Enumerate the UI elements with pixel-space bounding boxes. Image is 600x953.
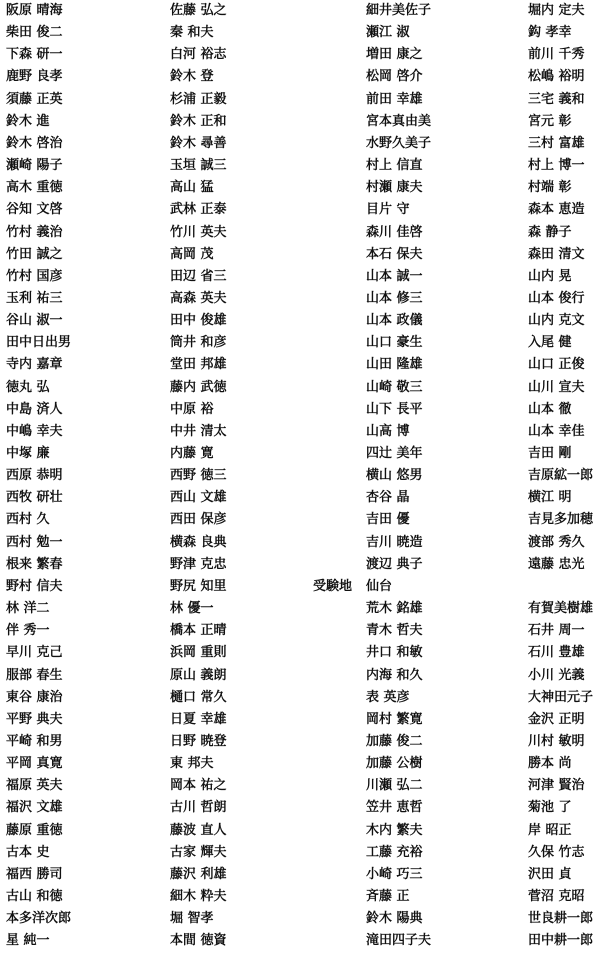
name-entry: 根来 繁春	[6, 556, 63, 572]
name-entry: 山本 誠一	[366, 268, 423, 284]
name-entry: 田中耕一郎	[528, 933, 594, 949]
name-entry: 小崎 巧三	[366, 866, 423, 882]
name-entry: 日野 暁登	[170, 733, 227, 749]
name-entry: 森田 清文	[528, 246, 585, 262]
name-entry: 田辺 省三	[170, 268, 227, 284]
name-entry: 福原 英夫	[6, 778, 63, 794]
name-entry: 井口 和敏	[366, 645, 423, 661]
name-entry: 岸 昭正	[528, 822, 572, 838]
name-entry: 山本 政儀	[366, 313, 423, 329]
name-entry: 村瀬 康夫	[366, 180, 423, 196]
name-entry: 山口 正俊	[528, 357, 585, 373]
name-entry: 高木 重徳	[6, 180, 63, 196]
name-entry: 寺内 嘉章	[6, 357, 63, 373]
name-entry: 木内 繁夫	[366, 822, 423, 838]
name-entry: 森 静子	[528, 224, 572, 240]
name-entry: 堀 智孝	[170, 911, 214, 927]
name-row	[0, 576, 600, 598]
name-entry: 西野 徳三	[170, 468, 227, 484]
name-entry: 鈴木 登	[170, 69, 214, 85]
name-entry: 古本 史	[6, 844, 50, 860]
name-entry: 河津 賢治	[528, 778, 585, 794]
name-entry: 中島 済人	[6, 401, 63, 417]
name-row	[0, 288, 600, 310]
name-entry: 西村 勉一	[6, 534, 63, 550]
name-entry: 山本 俊行	[528, 290, 585, 306]
name-entry: 山崎 敬三	[366, 379, 423, 395]
name-entry: 田中 俊雄	[170, 313, 227, 329]
name-row	[0, 332, 600, 354]
name-entry: 増田 康之	[366, 47, 423, 63]
name-entry: 石川 豊雄	[528, 645, 585, 661]
name-entry: 高岡 茂	[170, 246, 214, 262]
name-entry: 樋口 常久	[170, 689, 227, 705]
name-row	[0, 642, 600, 664]
name-entry: 白河 裕志	[170, 47, 227, 63]
name-entry: 川瀬 弘二	[366, 778, 423, 794]
name-entry: 古川 哲朗	[170, 800, 227, 816]
name-entry: 鈎 孝幸	[528, 25, 572, 41]
name-entry: 竹村 義治	[6, 224, 63, 240]
name-entry: 世良耕一郎	[528, 911, 594, 927]
name-row	[0, 133, 600, 155]
name-row	[0, 620, 600, 642]
name-row	[0, 930, 600, 952]
name-entry: 笠井 恵哲	[366, 800, 423, 816]
name-entry: 原山 義朗	[170, 667, 227, 683]
name-entry: 西牧 研壮	[6, 490, 63, 506]
name-entry: 吉原絋一郎	[528, 468, 594, 484]
name-entry: 菅沼 克昭	[528, 889, 585, 904]
name-entry: 村上 信直	[366, 158, 423, 174]
name-row	[0, 266, 600, 288]
name-row	[0, 66, 600, 88]
name-entry: 徳丸 弘	[6, 379, 50, 395]
name-row	[0, 310, 600, 332]
name-entry: 中嶋 幸夫	[6, 423, 63, 439]
name-entry: 玉利 祐三	[6, 290, 63, 306]
name-entry: 中塚 廉	[6, 446, 50, 461]
name-entry: 横森 良典	[170, 534, 227, 550]
name-entry: 前川 千秀	[528, 47, 585, 63]
name-entry: 吉田 優	[366, 512, 410, 528]
name-row	[0, 222, 600, 244]
name-entry: 荒木 銘雄	[366, 601, 423, 617]
name-entry: 筒井 和彦	[170, 335, 227, 351]
name-row	[0, 886, 600, 908]
name-entry: 藤沢 利雄	[170, 866, 227, 882]
name-entry: 東谷 康治	[6, 689, 63, 705]
name-row	[0, 687, 600, 709]
name-row	[0, 22, 600, 44]
name-entry: 吉見多加穂	[528, 512, 594, 528]
name-row	[0, 820, 600, 842]
name-row	[0, 377, 600, 399]
name-entry: 山本 修三	[366, 290, 423, 306]
name-entry: 菊池 了	[528, 800, 572, 816]
name-row	[0, 155, 600, 177]
name-row	[0, 465, 600, 487]
name-entry: 細木 粋夫	[170, 889, 227, 904]
name-entry: 藤原 重徳	[6, 822, 63, 838]
name-entry: 山内 晃	[528, 268, 572, 284]
name-entry: 柴田 俊二	[6, 25, 63, 41]
name-entry: 鈴木 進	[6, 113, 50, 129]
name-entry: 久保 竹志	[528, 844, 585, 860]
name-row	[0, 797, 600, 819]
name-row	[0, 199, 600, 221]
name-entry: 秦 和夫	[170, 25, 214, 41]
name-row	[0, 399, 600, 421]
name-entry: 西原 恭明	[6, 468, 63, 484]
name-entry: 吉田 剛	[528, 446, 572, 461]
name-entry: 西村 久	[6, 512, 50, 528]
name-entry: 阪原 晴海	[6, 3, 63, 18]
name-entry: 伴 秀一	[6, 623, 50, 639]
name-entry: 佐藤 弘之	[170, 3, 227, 18]
name-entry: 鈴木 正和	[170, 113, 227, 129]
name-entry: 中原 裕	[170, 401, 214, 417]
name-row	[0, 908, 600, 930]
name-entry: 小川 光義	[528, 667, 585, 683]
name-row	[0, 842, 600, 864]
name-row	[0, 354, 600, 376]
name-entry: 前田 幸雄	[366, 91, 423, 107]
name-entry: 本石 保夫	[366, 246, 423, 262]
name-entry: 細井美佐子	[366, 3, 432, 18]
section-label: 受験地	[313, 578, 353, 594]
name-entry: 表 英彦	[366, 689, 410, 705]
name-entry: 山高 博	[366, 423, 410, 439]
name-entry: 渡辺 典子	[366, 556, 423, 572]
name-entry: 宮元 彰	[528, 113, 572, 129]
name-row	[0, 44, 600, 66]
name-entry: 瀬崎 陽子	[6, 158, 63, 174]
name-row	[0, 487, 600, 509]
name-entry: 山口 豪生	[366, 335, 423, 351]
name-entry: 武林 正泰	[170, 202, 227, 218]
name-entry: 山下 長平	[366, 401, 423, 417]
name-entry: 山本 徹	[528, 401, 572, 417]
name-entry: 勝本 尚	[528, 756, 572, 772]
name-row	[0, 598, 600, 620]
name-entry: 古家 輝夫	[170, 844, 227, 860]
name-entry: 橋本 正晴	[170, 623, 227, 639]
name-entry: 早川 克己	[6, 645, 63, 661]
name-entry: 竹川 英夫	[170, 224, 227, 240]
name-entry: 斉藤 正	[366, 889, 410, 904]
name-entry: 鹿野 良孝	[6, 69, 63, 85]
name-row	[0, 244, 600, 266]
name-entry: 吉川 暁造	[366, 534, 423, 550]
name-entry: 藤内 武徳	[170, 379, 227, 395]
name-entry: 横江 明	[528, 490, 572, 506]
name-entry: 平野 典夫	[6, 711, 63, 727]
name-entry: 須藤 正英	[6, 91, 63, 107]
name-entry: 加藤 俊二	[366, 733, 423, 749]
name-row	[0, 731, 600, 753]
name-entry: 中井 清太	[170, 423, 227, 439]
name-entry: 目片 守	[366, 202, 410, 218]
name-row	[0, 753, 600, 775]
name-entry: 野尻 知里	[170, 578, 227, 594]
name-entry: 古山 和徳	[6, 889, 63, 904]
name-entry: 青木 哲夫	[366, 623, 423, 639]
name-row	[0, 0, 600, 22]
name-row	[0, 709, 600, 731]
name-entry: 竹村 国彦	[6, 268, 63, 284]
name-entry: 川村 敏明	[528, 733, 585, 749]
name-entry: 四辻 美年	[366, 446, 423, 461]
name-entry: 竹田 誠之	[6, 246, 63, 262]
name-entry: 横山 悠男	[366, 468, 423, 484]
name-entry: 服部 春生	[6, 667, 63, 683]
name-entry: 本多洋次郎	[6, 911, 72, 927]
name-entry: 林 優一	[170, 601, 214, 617]
name-entry: 高山 猛	[170, 180, 214, 196]
name-entry: 浜岡 重則	[170, 645, 227, 661]
name-row	[0, 864, 600, 886]
name-entry: 鈴木 尋善	[170, 135, 227, 151]
name-entry: 山内 克文	[528, 313, 585, 329]
name-entry: 日夏 幸雄	[170, 711, 227, 727]
name-entry: 石井 周一	[528, 623, 585, 639]
name-row	[0, 177, 600, 199]
name-row	[0, 421, 600, 443]
name-entry: 西山 文雄	[170, 490, 227, 506]
name-entry: 入尾 健	[528, 335, 572, 351]
name-entry: 瀬江 淑	[366, 25, 410, 41]
name-row	[0, 532, 600, 554]
name-row	[0, 443, 600, 465]
name-entry: 谷知 文啓	[6, 202, 63, 218]
name-entry: 西田 保彦	[170, 512, 227, 528]
name-entry: 玉垣 誠三	[170, 158, 227, 174]
name-entry: 野村 信夫	[6, 578, 63, 594]
name-entry: 森川 佳啓	[366, 224, 423, 240]
name-entry: 野津 克忠	[170, 556, 227, 572]
name-entry: 堀内 定夫	[528, 3, 585, 18]
name-entry: 滝田四子夫	[366, 933, 432, 949]
name-entry: 水野久美子	[366, 135, 432, 151]
name-entry: 藤波 直人	[170, 822, 227, 838]
name-entry: 林 洋二	[6, 601, 50, 617]
name-entry: 三村 富雄	[528, 135, 585, 151]
name-entry: 鈴木 陽典	[366, 911, 423, 927]
name-entry: 仙台	[366, 578, 393, 594]
name-entry: 福沢 文雄	[6, 800, 63, 816]
name-entry: 山川 宣夫	[528, 379, 585, 395]
name-entry: 内海 和久	[366, 667, 423, 683]
name-entry: 大神田元子	[528, 689, 594, 705]
name-row	[0, 775, 600, 797]
name-entry: 東 邦夫	[170, 756, 214, 772]
name-entry: 星 純一	[6, 933, 50, 949]
name-entry: 高森 英夫	[170, 290, 227, 306]
name-entry: 松嶋 裕明	[528, 69, 585, 85]
name-row	[0, 89, 600, 111]
name-entry: 堂田 邦雄	[170, 357, 227, 373]
name-row	[0, 665, 600, 687]
name-entry: 宮本真由美	[366, 113, 432, 129]
name-entry: 遠藤 忠光	[528, 556, 585, 572]
name-entry: 三宅 義和	[528, 91, 585, 107]
name-entry: 杏谷 晶	[366, 490, 410, 506]
name-entry: 金沢 正明	[528, 711, 585, 727]
name-entry: 森本 恵造	[528, 202, 585, 218]
name-entry: 有賀美樹雄	[528, 601, 594, 617]
name-row	[0, 509, 600, 531]
name-entry: 山本 幸佳	[528, 423, 585, 439]
name-entry: 工藤 充裕	[366, 844, 423, 860]
name-entry: 渡部 秀久	[528, 534, 585, 550]
name-entry: 福西 勝司	[6, 866, 63, 882]
name-entry: 山田 隆雄	[366, 357, 423, 373]
name-entry: 平崎 和男	[6, 733, 63, 749]
name-row	[0, 554, 600, 576]
name-row	[0, 111, 600, 133]
name-entry: 内藤 寛	[170, 446, 214, 461]
name-entry: 岡村 繁寛	[366, 711, 423, 727]
name-entry: 沢田 貞	[528, 866, 572, 882]
name-entry: 村端 彰	[528, 180, 572, 196]
name-entry: 下森 研一	[6, 47, 63, 63]
name-entry: 松岡 啓介	[366, 69, 423, 85]
name-entry: 平岡 真寛	[6, 756, 63, 772]
name-entry: 谷山 淑一	[6, 313, 63, 329]
name-entry: 村上 博一	[528, 158, 585, 174]
name-entry: 加藤 公樹	[366, 756, 423, 772]
name-entry: 田中日出男	[6, 335, 72, 351]
name-entry: 本間 徳資	[170, 933, 227, 949]
name-entry: 岡本 祐之	[170, 778, 227, 794]
name-entry: 鈴木 啓治	[6, 135, 63, 151]
name-entry: 杉浦 正毅	[170, 91, 227, 107]
